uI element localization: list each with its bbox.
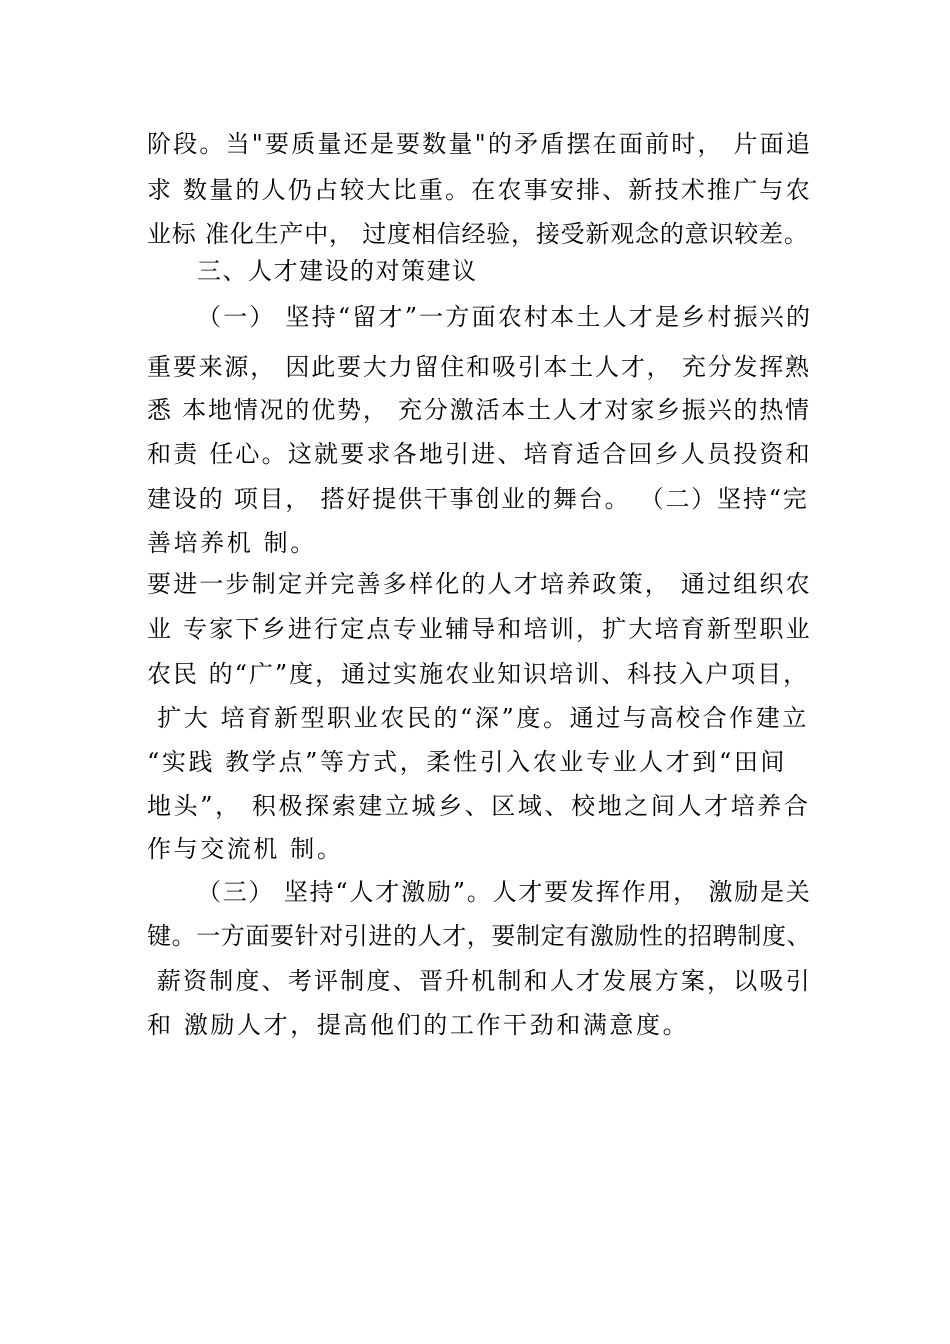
text-line: （一） 坚持“留才”一方面农村本土人才是乡村振兴的 [197,303,813,331]
text-line: 作与交流机 制。 [147,835,344,863]
text-line: 薪资制度、考评制度、晋升机制和人才发展方案，以吸引 [147,967,812,995]
text-line: 农民 的“广”度，通过实施农业知识培训、科技入户项目， [147,660,810,688]
text-line: 要进一步制定并完善多样化的人才培养政策， 通过组织农 [147,570,812,598]
text-line: 业标 准化生产中， 过度相信经验，接受新观念的意识较差。 [147,220,809,248]
text-line: 地头”， 积极探索建立城乡、区域、校地之间人才培养合 [147,792,811,820]
text-line: 和责 任心。这就要求各地引进、培育适合回乡人员投资和 [147,440,812,468]
text-line: 阶段。当"要质量还是要数量"的矛盾摆在面前时， 片面追 [147,130,813,158]
text-line: 扩大 培育新型职业农民的“深”度。通过与高校合作建立 [147,704,809,732]
text-line: 业 专家下乡进行定点专业辅导和培训，扩大培育新型职业 [147,615,812,643]
text-line: 键。一方面要针对引进的人才，要制定有激励性的招聘制度、 [147,922,812,950]
text-line: 求 数量的人仍占较大比重。在农事安排、新技术推广与农 [147,176,812,204]
text-line: “实践 教学点”等方式，柔性引入农业专业人才到“田间 [147,748,788,776]
text-line: 善培养机 制。 [147,529,317,557]
text-line: 悉 本地情况的优势， 充分激活本土人才对家乡振兴的热情 [147,396,811,424]
section-heading: 三、人才建设的对策建议 [197,257,478,285]
text-line: 重要来源， 因此要大力留住和吸引本土人才， 充分发挥熟 [147,353,811,381]
text-line: （三） 坚持“人才激励”。人才要发挥作用， 激励是关 [197,878,812,906]
text-line: 和 激励人才，提高他们的工作干劲和满意度。 [147,1011,690,1039]
text-line: 建设的 项目， 搭好提供干事创业的舞台。 （二）坚持“完 [147,485,809,513]
